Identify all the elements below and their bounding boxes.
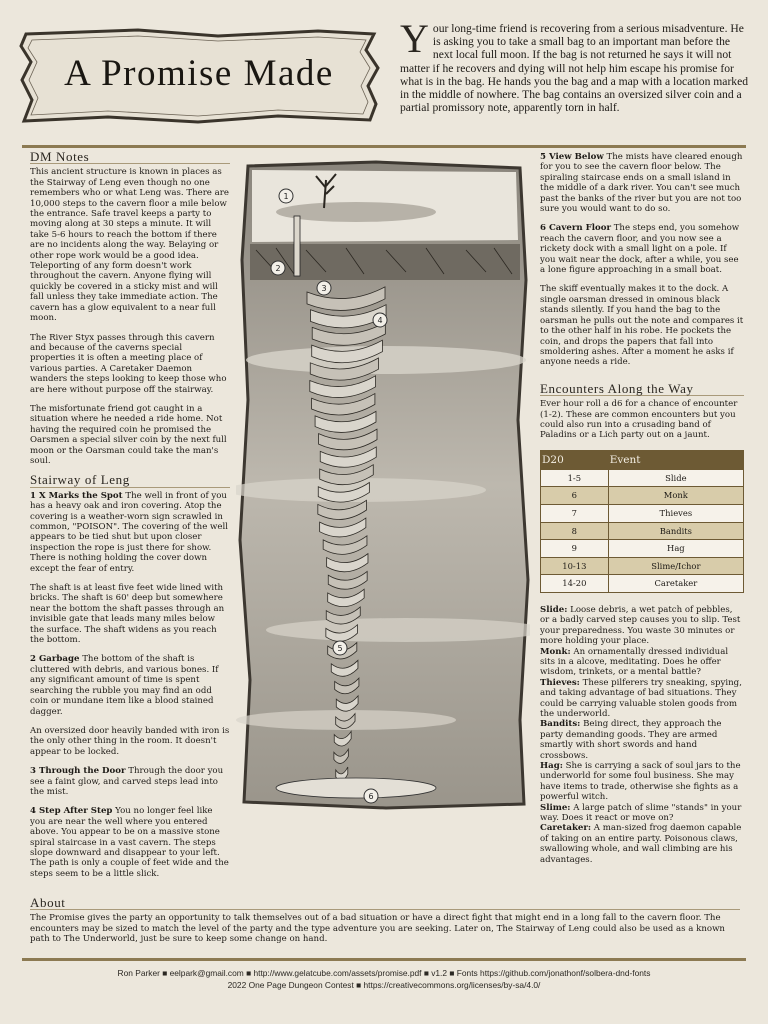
rubble-band [250,244,520,280]
dm-notes-paragraph-1: This ancient structure is known in places as the Stairway of Leng even though no one remembers who or what Leng was. There are 10,000 steps to the cavern floor a mile below the entrance. Safe travel keeps a party to moving along at 30 steps a minute. It will take 5-6 hours to reach the bottom if there are no incidents along the way. Belaying or other rope work would be a good idea. Teleporting of any form doesn't work throughout the cavern. Anyone flying will quickly be covered in a sticky mist and will fall unless they take immediate action. The cavern has a glow equivalent to a near full moon. [30,167,229,324]
table-row [541,575,744,593]
event-cell: Slide [608,469,743,487]
intro-text: our long-time friend is recovering from a serious misadventure. He is asking you to take a small bag to an important man before the next local full moon. If the bag is not returned he says it will not matter if he recovers and dying will not help him escape his promise for what is in the bag. He hands you the bag and a map with a location marked in the middle of nowhere. The bag contains an oversized silver coin and a partial promissory note, apparently torn in half. [400,22,749,115]
page-title: A Promise Made [64,53,334,94]
event-cell: Thieves [608,504,743,522]
top-rule [22,145,746,148]
encounter-name: Slide: [540,604,568,615]
mist-band [246,346,526,374]
encounter-text: Being direct, they approach the party demanding goods. They are armed smartly with short swords and hand crossbows. [540,719,722,761]
drop-cap: Y [400,16,429,61]
step-4-title: 4 Step After Step [30,806,113,817]
about-section [30,895,740,945]
table-header-event: Event [608,450,743,469]
table-row [541,487,744,505]
about-heading: About [30,898,740,910]
encounter-name: Thieves: [540,677,580,688]
map-label-1 [279,189,293,203]
encounter-text: A large patch of slime "stands" in your way. Does it react or move on? [540,802,742,824]
roll-cell: 7 [541,504,609,522]
bottom-rule [22,958,746,961]
step-2-title: 2 Garbage [30,654,80,665]
right-column [540,152,744,865]
encounter-text: An ornamentally dressed individual sits in a alcove, meditating. Does he offer wisdom, trinkets, or a mental battle? [540,646,729,678]
roll-cell: 8 [541,522,609,540]
step-6-text: The steps end, you somehow reach the cavern floor, and you now see a rickety dock with a small light on a pole. If you wait near the dock, after a while, you see a lone figure approaching in a small boat. [540,223,740,276]
encounter-name: Caretaker: [540,823,592,834]
encounter-description [540,823,744,865]
step-4 [30,806,230,879]
footer-line-1: Ron Parker ■ eelpark@gmail.com ■ http://www.gelatcube.com/assets/promise.pdf ■ v1.2 ■ Fonts https://github.com/jonathonf/solbera-dnd-fonts [117,968,651,978]
map-label-6 [364,789,378,803]
about-text: The Promise gives the party an opportunity to talk themselves out of a bad situation or have a direct fight that might end in a long fall to the cavern floor. The encounters may be sized to match the level of the party and the type adventure you are seeking. Later on, The Stairway of Leng could also be used as a known path to The Underworld, just be sure to keep some change on hand. [30,913,725,945]
encounter-description [540,719,744,761]
step-4-text: You no longer feel like you are near the well where you entered above. You appear to be on a massive stone spiral staircase in a vast cavern. The steps slope downward and disappear to your left. The path is only a couple of feet wide and the steps seem to be a little slick. [30,806,229,879]
step-1-text-2: The shaft is at least five feet wide lined with bricks. The shaft is 60' deep but somewhere near the bottom the shaft passes through an invisible gate that leads many miles below the surface. The shaft widens as you reach the bottom. [30,583,225,646]
footer-line-2: 2022 One Page Dungeon Contest ■ https://creativecommons.org/licenses/by-sa/4.0/ [227,980,541,990]
encounter-name: Bandits: [540,719,581,730]
event-cell: Hag [608,540,743,558]
map-label-2 [271,261,285,275]
encounter-text: These pilferers try sneaking, spying, and taking advantage of bad situations. They could be carrying valuable stolen goods from the underworld. [540,677,742,719]
step-6-title: 6 Cavern Floor [540,223,611,234]
stairway-map [236,160,530,810]
event-cell: Monk [608,487,743,505]
map-label-5 [333,641,347,655]
encounter-description [540,647,744,678]
left-column [30,149,230,888]
step-5-text: The mists have cleared enough for you to see the cavern floor below. The spiraling staircase ends on a small island in the middle of a dark river. You can't see much past the banks of the river but you are not too sure you would want to do so. [540,152,743,215]
well-shaft [294,216,300,276]
step-6-text-2: The skiff eventually makes it to the dock. A single oarsman dressed in ominous black stands silently. If you hand the bag to the oarsman he pulls out the note and compares it to the other half in his robe. He pockets the coin, and drops the papers that fall into smoldering ashes. After a moment he asks if anyone needs a ride. [540,284,744,368]
encounter-name: Slime: [540,802,571,813]
table-row [541,504,744,522]
encounter-name: Monk: [540,646,571,657]
roll-cell: 6 [541,487,609,505]
event-cell: Caretaker [608,575,743,593]
encounter-description [540,761,744,803]
encounters-heading: Encounters Along the Way [540,384,744,396]
title-banner [18,28,380,124]
stairway-illustration [236,160,530,810]
step-3-title: 3 Through the Door [30,766,126,777]
table-row [541,469,744,487]
table-header-roll: D20 [541,450,609,469]
encounter-text: She is carrying a sack of soul jars to the underworld for some foul business. She may have items to trade, otherwise she fights as a powerful witch. [540,761,741,803]
encounter-descriptions [540,605,744,865]
dm-notes-paragraph-2: The River Styx passes through this cavern and because of the caverns special properties it is often a meeting place of various parties. A Caretaker Daemon wanders the steps looking to keep those who are here without purpose off the stairway. [30,332,227,395]
roll-cell: 1-5 [541,469,609,487]
step-3 [30,766,230,797]
svg-text:5: 5 [337,644,343,653]
step-2-text-2: An oversized door heavily banded with iron is the only other thing in the room. It doesn't appear to be locked. [30,725,230,757]
dm-notes-heading: DM Notes [30,152,230,164]
table-row [541,540,744,558]
step-1 [30,491,230,574]
table-row [541,557,744,575]
event-cell: Slime/Ichor [608,557,743,575]
step-2-text: The bottom of the shaft is cluttered with debris, and various bones. If any significant amount of time is spent searching the rubble you may find an odd coin or mundane item like a blood stained dagger. [30,654,219,717]
roll-cell: 9 [541,540,609,558]
encounter-description [540,678,744,720]
event-cell: Bandits [608,522,743,540]
step-1-text: The well in front of you has a heavy oak and iron covering. Atop the covering is a weather-worn sign scrawled in common, "POISON". The covering of the well appears to be tied shut but upon closer inspection the rope is just there for show. There is nothing holding the cover down except the fear of entry. [30,490,228,574]
table-row [541,522,744,540]
intro-paragraph [400,16,750,115]
svg-text:4: 4 [377,316,383,325]
step-2 [30,654,230,716]
svg-text:6: 6 [368,792,374,801]
encounter-description [540,605,744,647]
step-5 [540,152,744,214]
map-label-3 [317,281,331,295]
encounter-table [540,450,744,593]
encounter-text: Loose debris, a wet patch of pebbles, or a badly carved step causes you to slip. Test your preparedness. You waste 30 minutes or more holding your place. [540,604,741,647]
step-3-text: Through the door you see a faint glow, and carved steps lead into the mist. [30,766,224,797]
step-5-title: 5 View Below [540,152,604,162]
stairway-heading: Stairway of Leng [30,475,230,487]
svg-text:1: 1 [283,192,289,201]
map-label-4 [373,313,387,327]
dm-notes-paragraph-3: The misfortunate friend got caught in a situation where he needed a ride home. Not having the required coin he promised the Oarsmen a special silver coin by the next full moon or the Oarsman could take the man's soul. [30,403,227,466]
step-1-title: 1 X Marks the Spot [30,490,123,501]
encounter-text: A man-sized frog daemon capable of taking on an entire party. Poisonous claws, swallowing whole, and wall climbing are his advantages. [540,823,742,865]
encounter-name: Hag: [540,761,563,771]
step-6 [540,223,744,275]
island [276,778,436,798]
svg-text:2: 2 [275,264,281,273]
svg-text:3: 3 [321,284,327,293]
encounter-description [540,803,744,824]
roll-cell: 14-20 [541,575,609,593]
roll-cell: 10-13 [541,557,609,575]
encounters-text: Ever hour roll a d6 for a chance of encounter (1-2). These are common encounters but you could also run into a crusading band of Paladins or a Lich party out on a jaunt. [540,399,738,441]
